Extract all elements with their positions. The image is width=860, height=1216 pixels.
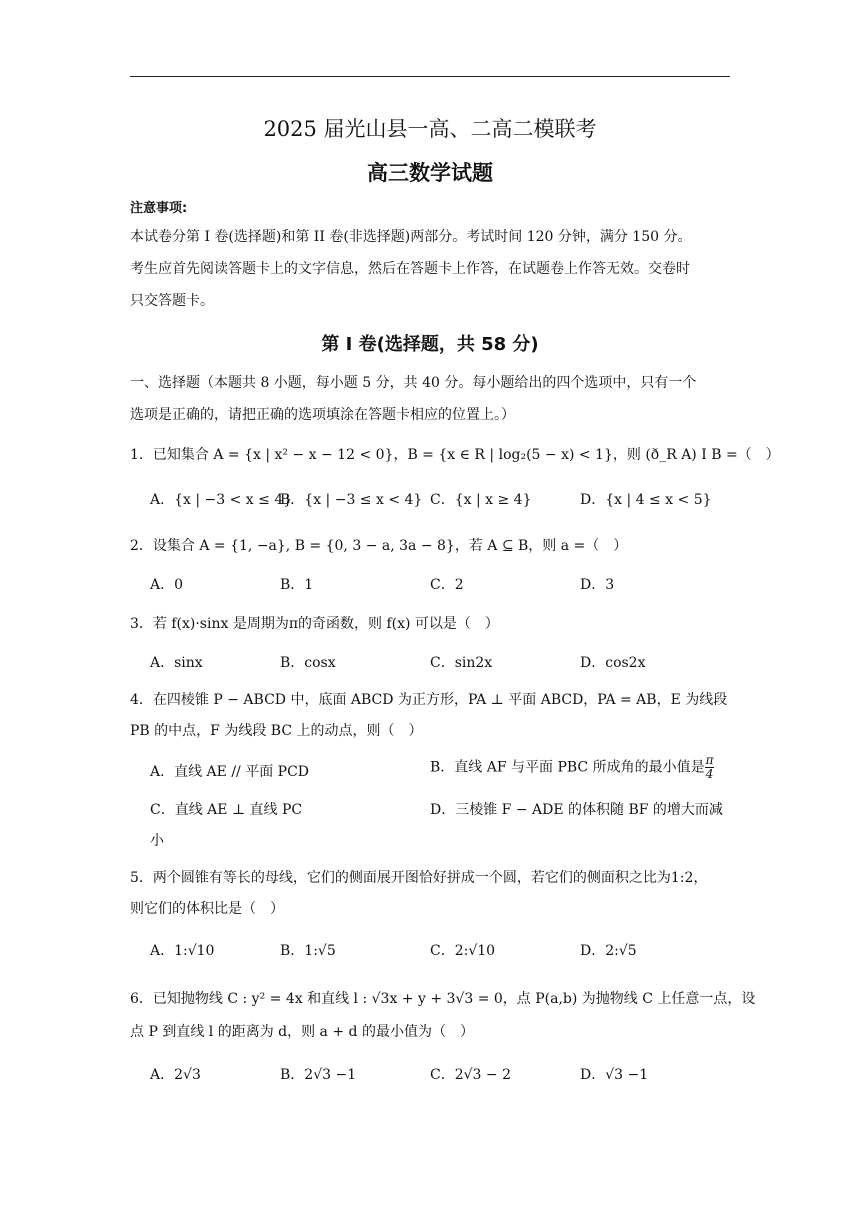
question-6-option-a: A．2√3 bbox=[150, 1067, 201, 1083]
question-6-option-b: B．2√3 −1 bbox=[280, 1067, 357, 1083]
header-rule bbox=[130, 76, 730, 77]
question-1-stem: 1．已知集合 A = {x | x² − x − 12 < 0}，B = {x ∈ R | log₂(5 − x) < 1}，则 (ð_R A) I B =（ ） bbox=[130, 447, 780, 463]
question-4-option-c: C．直线 AE ⊥ 直线 PC bbox=[150, 802, 303, 818]
question-4-option-d-wrap: 小 bbox=[150, 833, 164, 849]
question-1-option-d: D．{x | 4 ≤ x < 5} bbox=[580, 492, 712, 508]
question-4-option-b bbox=[430, 754, 714, 781]
question-1-option-c: C．{x | x ≥ 4} bbox=[430, 492, 532, 508]
notice-line: 本试卷分第 I 卷(选择题)和第 II 卷(非选择题)两部分。考试时间 120 分钟，满分 150 分。 bbox=[130, 229, 692, 245]
pi-over-4-fraction bbox=[705, 754, 715, 781]
question-6-stem: 点 P 到直线 l 的距离为 d，则 a + d 的最小值为（ ） bbox=[130, 1024, 474, 1040]
question-3-option-a: A．sinx bbox=[150, 655, 203, 671]
exam-subtitle: 高三数学试题 bbox=[367, 160, 493, 185]
exam-title: 2025 届光山县一高、二高二模联考 bbox=[263, 117, 597, 141]
section-title: 第 I 卷(选择题，共 58 分) bbox=[321, 334, 539, 355]
section-intro: 一、选择题（本题共 8 小题，每小题 5 分，共 40 分。每小题给出的四个选项中，只有一个 bbox=[130, 375, 697, 391]
question-4-stem: PB 的中点，F 为线段 BC 上的动点，则（ ） bbox=[130, 723, 423, 739]
question-3-stem: 3．若 f(x)·sinx 是周期为π的奇函数，则 f(x) 可以是（ ） bbox=[130, 616, 499, 632]
question-5-option-d: D．2:√5 bbox=[580, 943, 637, 959]
section-intro: 选项是正确的，请把正确的选项填涂在答题卡相应的位置上。） bbox=[130, 407, 515, 423]
question-6-option-d: D．√3 −1 bbox=[580, 1067, 649, 1083]
notice-heading: 注意事项: bbox=[130, 201, 188, 216]
question-2-option-d: D．3 bbox=[580, 577, 615, 593]
question-1-option-b: B．{x | −3 ≤ x < 4} bbox=[280, 492, 423, 508]
question-4-option-b-text: B．直线 AF 与平面 PBC 所成角的最小值是 bbox=[430, 759, 705, 776]
question-5-option-a: A．1:√10 bbox=[150, 943, 215, 959]
question-1-option-a: A．{x | −3 < x ≤ 4} bbox=[150, 492, 293, 508]
question-5-option-c: C．2:√10 bbox=[430, 943, 496, 959]
question-2-option-c: C．2 bbox=[430, 577, 464, 593]
question-4-option-d: D．三棱锥 F − ADE 的体积随 BF 的增大而减 bbox=[430, 802, 723, 818]
fraction-numerator: π bbox=[705, 753, 714, 767]
question-2-stem: 2．设集合 A = {1, −a}, B = {0, 3 − a, 3a − 8}，若 A ⊆ B，则 a =（ ） bbox=[130, 538, 628, 554]
fraction-denominator: 4 bbox=[705, 767, 714, 781]
question-5-option-b: B．1:√5 bbox=[280, 943, 336, 959]
question-3-option-c: C．sin2x bbox=[430, 655, 493, 671]
question-2-option-a: A．0 bbox=[150, 577, 184, 593]
question-2-option-b: B．1 bbox=[280, 577, 314, 593]
question-6-option-c: C．2√3 − 2 bbox=[430, 1067, 511, 1083]
question-4-stem: 4．在四棱锥 P − ABCD 中，底面 ABCD 为正方形，PA ⊥ 平面 ABCD，PA = AB，E 为线段 bbox=[130, 692, 728, 708]
question-3-option-d: D．cos2x bbox=[580, 655, 646, 671]
question-4-option-a: A．直线 AE // 平面 PCD bbox=[150, 764, 310, 780]
notice-line: 只交答题卡。 bbox=[130, 293, 214, 309]
question-5-stem: 5．两个圆锥有等长的母线，它们的侧面展开图恰好拼成一个圆，若它们的侧面积之比为1:2， bbox=[130, 870, 708, 886]
question-6-stem: 6．已知抛物线 C : y² = 4x 和直线 l : √3x + y + 3√3 = 0，点 P(a,b) 为抛物线 C 上任意一点，设 bbox=[130, 991, 756, 1007]
question-5-stem: 则它们的体积比是（ ） bbox=[130, 901, 284, 917]
question-3-option-b: B．cosx bbox=[280, 655, 336, 671]
notice-line: 考生应首先阅读答题卡上的文字信息，然后在答题卡上作答，在试题卷上作答无效。交卷时 bbox=[130, 261, 690, 277]
